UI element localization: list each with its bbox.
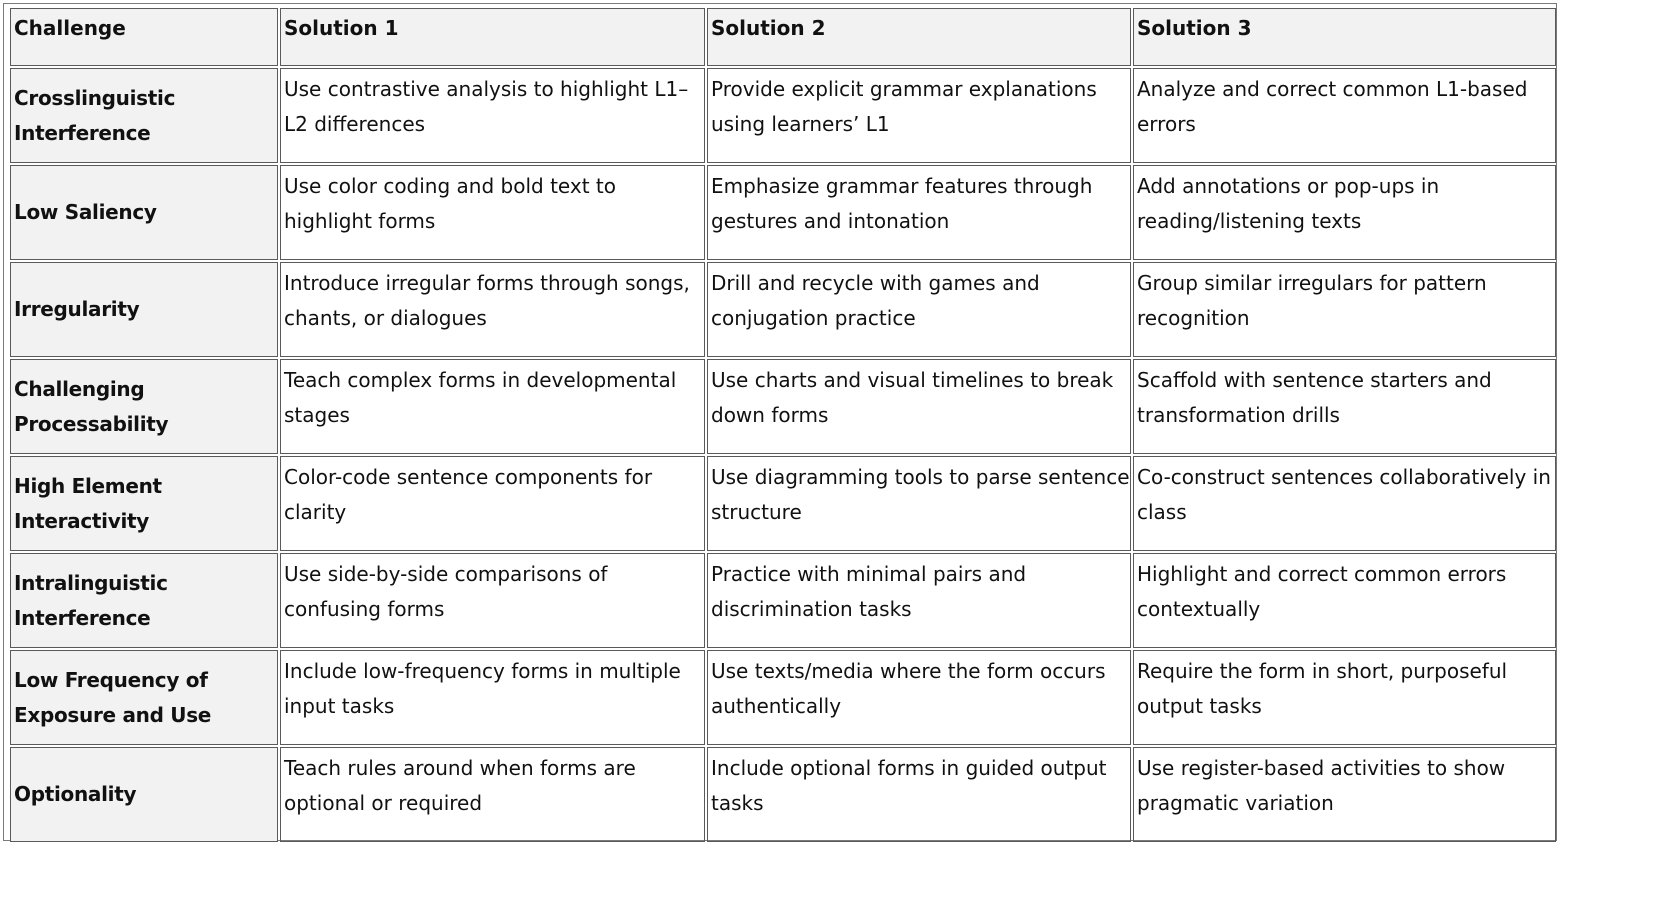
table-row [10, 650, 1556, 745]
header-challenge: Challenge [10, 8, 278, 66]
solution-2-cell [707, 68, 1131, 163]
row-challenge-cell [10, 747, 278, 842]
solution-1-cell [280, 262, 705, 357]
row-challenge-cell [10, 262, 278, 357]
header-solution-2: Solution 2 [707, 8, 1131, 66]
solution-2-text: Provide explicit grammar explanations using learners’ L1 [711, 77, 1097, 136]
solution-2-text: Use texts/media where the form occurs authentically [711, 659, 1106, 718]
solution-2-cell [707, 747, 1131, 842]
header-solution-3: Solution 3 [1133, 8, 1556, 66]
solution-2-cell [707, 359, 1131, 454]
solution-2-cell [707, 650, 1131, 745]
solution-3-text: Scaffold with sentence starters and transformation drills [1137, 368, 1492, 427]
solution-3-cell [1133, 747, 1556, 842]
solution-3-cell [1133, 165, 1556, 260]
table-row [10, 553, 1556, 648]
solution-1-cell [280, 553, 705, 648]
solution-2-cell [707, 553, 1131, 648]
challenge-label: Optionality [14, 782, 137, 806]
solution-3-cell [1133, 359, 1556, 454]
solution-1-cell [280, 650, 705, 745]
solution-3-text: Co-construct sentences collaboratively in class [1137, 465, 1551, 524]
solution-3-text: Require the form in short, purposeful output tasks [1137, 659, 1508, 718]
table-header-row [10, 8, 1556, 66]
table-row [10, 68, 1556, 163]
table-row [10, 262, 1556, 357]
challenge-label: Low Frequency of Exposure and Use [14, 667, 212, 727]
solution-1-text: Teach complex forms in developmental stages [284, 368, 677, 427]
solution-2-cell [707, 262, 1131, 357]
table-row [10, 359, 1556, 454]
solution-2-text: Emphasize grammar features through gestures and intonation [711, 174, 1093, 233]
solution-3-text: Use register-based activities to show pragmatic variation [1137, 756, 1506, 815]
solution-2-cell [707, 456, 1131, 551]
row-challenge-cell [10, 650, 278, 745]
challenge-label: Challenging Processability [14, 376, 169, 436]
solution-1-text: Color-code sentence components for clarity [284, 465, 653, 524]
solution-3-text: Group similar irregulars for pattern recognition [1137, 271, 1487, 330]
solution-2-text: Include optional forms in guided output tasks [711, 756, 1107, 815]
solution-3-text: Highlight and correct common errors contextually [1137, 562, 1507, 621]
solution-3-text: Analyze and correct common L1-based errors [1137, 77, 1528, 136]
solution-1-text: Use side-by-side comparisons of confusing forms [284, 562, 608, 621]
solution-2-text: Practice with minimal pairs and discrimination tasks [711, 562, 1027, 621]
solution-2-text: Use diagramming tools to parse sentence structure [711, 465, 1130, 524]
row-challenge-cell [10, 553, 278, 648]
row-challenge-cell [10, 165, 278, 260]
row-challenge-cell [10, 359, 278, 454]
solution-3-cell [1133, 650, 1556, 745]
solution-2-text: Drill and recycle with games and conjugation practice [711, 271, 1040, 330]
row-challenge-cell [10, 456, 278, 551]
challenges-solutions-table [8, 6, 1558, 844]
challenge-label: Crosslinguistic Interference [14, 85, 176, 145]
solution-2-text: Use charts and visual timelines to break down forms [711, 368, 1114, 427]
solution-1-cell [280, 165, 705, 260]
solution-1-cell [280, 747, 705, 842]
solution-3-cell [1133, 456, 1556, 551]
table-row [10, 747, 1556, 842]
challenge-label: High Element Interactivity [14, 473, 162, 533]
solution-1-text: Introduce irregular forms through songs, chants, or dialogues [284, 271, 690, 330]
solution-2-cell [707, 165, 1131, 260]
solution-1-text: Include low-frequency forms in multiple input tasks [284, 659, 681, 718]
solution-1-text: Teach rules around when forms are optional or required [284, 756, 636, 815]
solution-1-cell [280, 456, 705, 551]
solution-1-text: Use contrastive analysis to highlight L1–L2 differences [284, 77, 689, 136]
header-solution-1: Solution 1 [280, 8, 705, 66]
challenge-label: Irregularity [14, 297, 140, 321]
solution-3-cell [1133, 68, 1556, 163]
solution-1-cell [280, 359, 705, 454]
row-challenge-cell [10, 68, 278, 163]
solution-1-cell [280, 68, 705, 163]
solution-3-text: Add annotations or pop-ups in reading/listening texts [1137, 174, 1440, 233]
solution-1-text: Use color coding and bold text to highlight forms [284, 174, 616, 233]
table-row [10, 456, 1556, 551]
challenge-label: Intralinguistic Interference [14, 570, 168, 630]
table-row [10, 165, 1556, 260]
solution-3-cell [1133, 553, 1556, 648]
challenge-label: Low Saliency [14, 200, 157, 224]
solution-3-cell [1133, 262, 1556, 357]
